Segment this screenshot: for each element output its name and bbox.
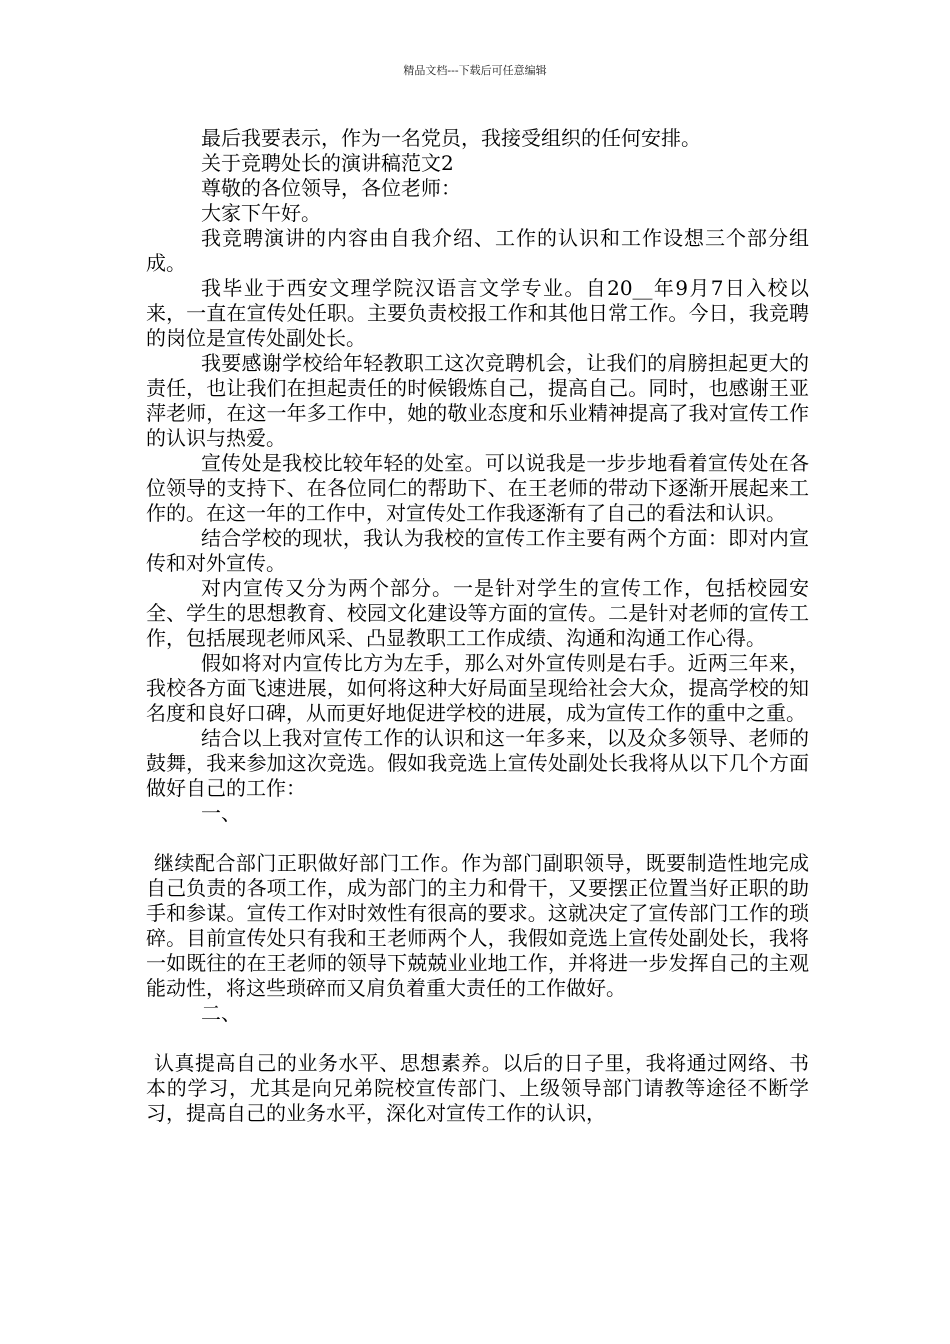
paragraph: 最后我要表示，作为一名党员，我接受组织的任何安排。 [201,126,701,150]
paragraph: 宣传处是我校比较年轻的处室。可以说我是一步步地看着宣传处在各位领导的支持下、在各位同仁的帮助下、在王老师的带动下逐渐开展起来工作的。在这一年的工作中，对宣传处工作我逐渐有了自己的看法和认识。 [146,451,809,525]
paragraph: 我竞聘演讲的内容由自我介绍、工作的认识和工作设想三个部分组成。 [146,226,809,275]
paragraph: 结合学校的现状，我认为我校的宣传工作主要有两个方面：即对内宣传和对外宣传。 [146,526,809,575]
section-text-2: 认真提高自己的业务水平、思想素养。以后的日子里，我将通过网络、书本的学习，尤其是向兄弟院校宣传部门、上级领导部门请教等途径不断学习，提高自己的业务水平，深化对宣传工作的认识， [146,1051,809,1125]
document-body [146,126,809,1126]
section-text-1: 继续配合部门正职做好部门工作。作为部门副职领导，既要制造性地完成自己负责的各项工作，成为部门的主力和骨干，又要摆正位置当好正职的助手和参谋。宣传工作对时效性有很高的要求。这就决定了宣传部门工作的琐碎。目前宣传处只有我和王老师两个人，我假如竞选上宣传处副处长，我将一如既往的在王老师的领导下兢兢业业地工作，并将进一步发挥自己的主观能动性，将这些琐碎而又肩负着重大责任的工作做好。 [146,851,809,1000]
section-label-2: 二、 [201,1001,241,1025]
paragraph: 我毕业于西安文理学院汉语言文学专业。自20__年9月7日入校以来，一直在宣传处任职。主要负责校报工作和其他日常工作。今日，我竞聘的岗位是宣传处副处长。 [146,276,809,350]
speech-title: 关于竞聘处长的演讲稿范文2 [201,151,454,175]
page-header: 精品文档---下载后可任意编辑 [403,64,547,77]
paragraph: 假如将对内宣传比方为左手，那么对外宣传则是右手。近两三年来，我校各方面飞速进展，如何将这种大好局面呈现给社会大众，提高学校的知名度和良好口碑，从而更好地促进学校的进展，成为宣传工作的重中之重。 [146,651,809,725]
paragraph: 对内宣传又分为两个部分。一是针对学生的宣传工作，包括校园安全、学生的思想教育、校园文化建设等方面的宣传。二是针对老师的宣传工作，包括展现老师风采、凸显教职工工作成绩、沟通和沟通工作心得。 [146,576,809,650]
salutation: 尊敬的各位领导，各位老师： [201,176,461,200]
blank-line [146,826,809,851]
paragraph: 我要感谢学校给年轻教职工这次竞聘机会，让我们的肩膀担起更大的责任，也让我们在担起责任的时候锻炼自己，提高自己。同时，也感谢王亚萍老师，在这一年多工作中，她的敬业态度和乐业精神提高了我对宣传工作的认识与热爱。 [146,351,809,450]
blank-line [146,1026,809,1051]
greeting: 大家下午好。 [201,201,321,225]
paragraph: 结合以上我对宣传工作的认识和这一年多来，以及众多领导、老师的鼓舞，我来参加这次竞选。假如我竞选上宣传处副处长我将从以下几个方面做好自己的工作： [146,726,809,800]
section-label-1: 一、 [201,801,241,825]
